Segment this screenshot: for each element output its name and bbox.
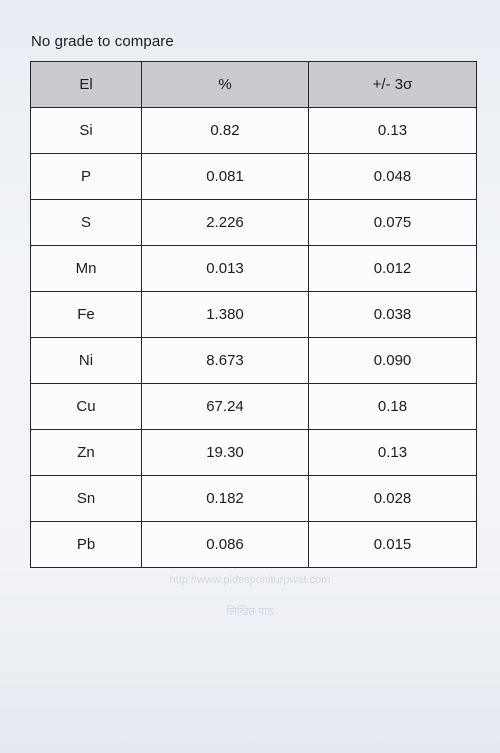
element-cell: S — [31, 200, 142, 246]
header-element: El — [31, 62, 142, 108]
table-header-row — [31, 62, 477, 108]
table-row — [31, 384, 477, 430]
page-title: No grade to compare — [31, 33, 174, 50]
uncertainty-cell: 0.090 — [309, 338, 477, 384]
table-row — [31, 108, 477, 154]
table-row — [31, 246, 477, 292]
percent-cell: 67.24 — [142, 384, 309, 430]
table-row — [31, 154, 477, 200]
table-row — [31, 430, 477, 476]
percent-cell: 0.086 — [142, 522, 309, 568]
table-row — [31, 292, 477, 338]
percent-cell: 0.82 — [142, 108, 309, 154]
table-row — [31, 476, 477, 522]
uncertainty-cell: 0.038 — [309, 292, 477, 338]
uncertainty-cell: 0.13 — [309, 108, 477, 154]
table-row — [31, 522, 477, 568]
uncertainty-cell: 0.028 — [309, 476, 477, 522]
percent-cell: 0.013 — [142, 246, 309, 292]
table-row — [31, 338, 477, 384]
table-row — [31, 200, 477, 246]
uncertainty-cell: 0.13 — [309, 430, 477, 476]
element-cell: Pb — [31, 522, 142, 568]
uncertainty-cell: 0.18 — [309, 384, 477, 430]
element-cell: Zn — [31, 430, 142, 476]
uncertainty-cell: 0.015 — [309, 522, 477, 568]
uncertainty-cell: 0.075 — [309, 200, 477, 246]
header-percent: % — [142, 62, 309, 108]
element-cell: Fe — [31, 292, 142, 338]
watermark-text: लिखित पाठ — [226, 606, 274, 618]
element-cell: Ni — [31, 338, 142, 384]
element-cell: Si — [31, 108, 142, 154]
results-table — [30, 61, 477, 568]
percent-cell: 0.081 — [142, 154, 309, 200]
element-cell: Mn — [31, 246, 142, 292]
watermark-url: http://www.pidesponiturpwat.com — [169, 574, 331, 586]
uncertainty-cell: 0.012 — [309, 246, 477, 292]
percent-cell: 2.226 — [142, 200, 309, 246]
element-cell: Cu — [31, 384, 142, 430]
element-cell: Sn — [31, 476, 142, 522]
header-uncertainty: +/- 3σ — [309, 62, 477, 108]
uncertainty-cell: 0.048 — [309, 154, 477, 200]
percent-cell: 8.673 — [142, 338, 309, 384]
percent-cell: 0.182 — [142, 476, 309, 522]
element-cell: P — [31, 154, 142, 200]
percent-cell: 1.380 — [142, 292, 309, 338]
percent-cell: 19.30 — [142, 430, 309, 476]
